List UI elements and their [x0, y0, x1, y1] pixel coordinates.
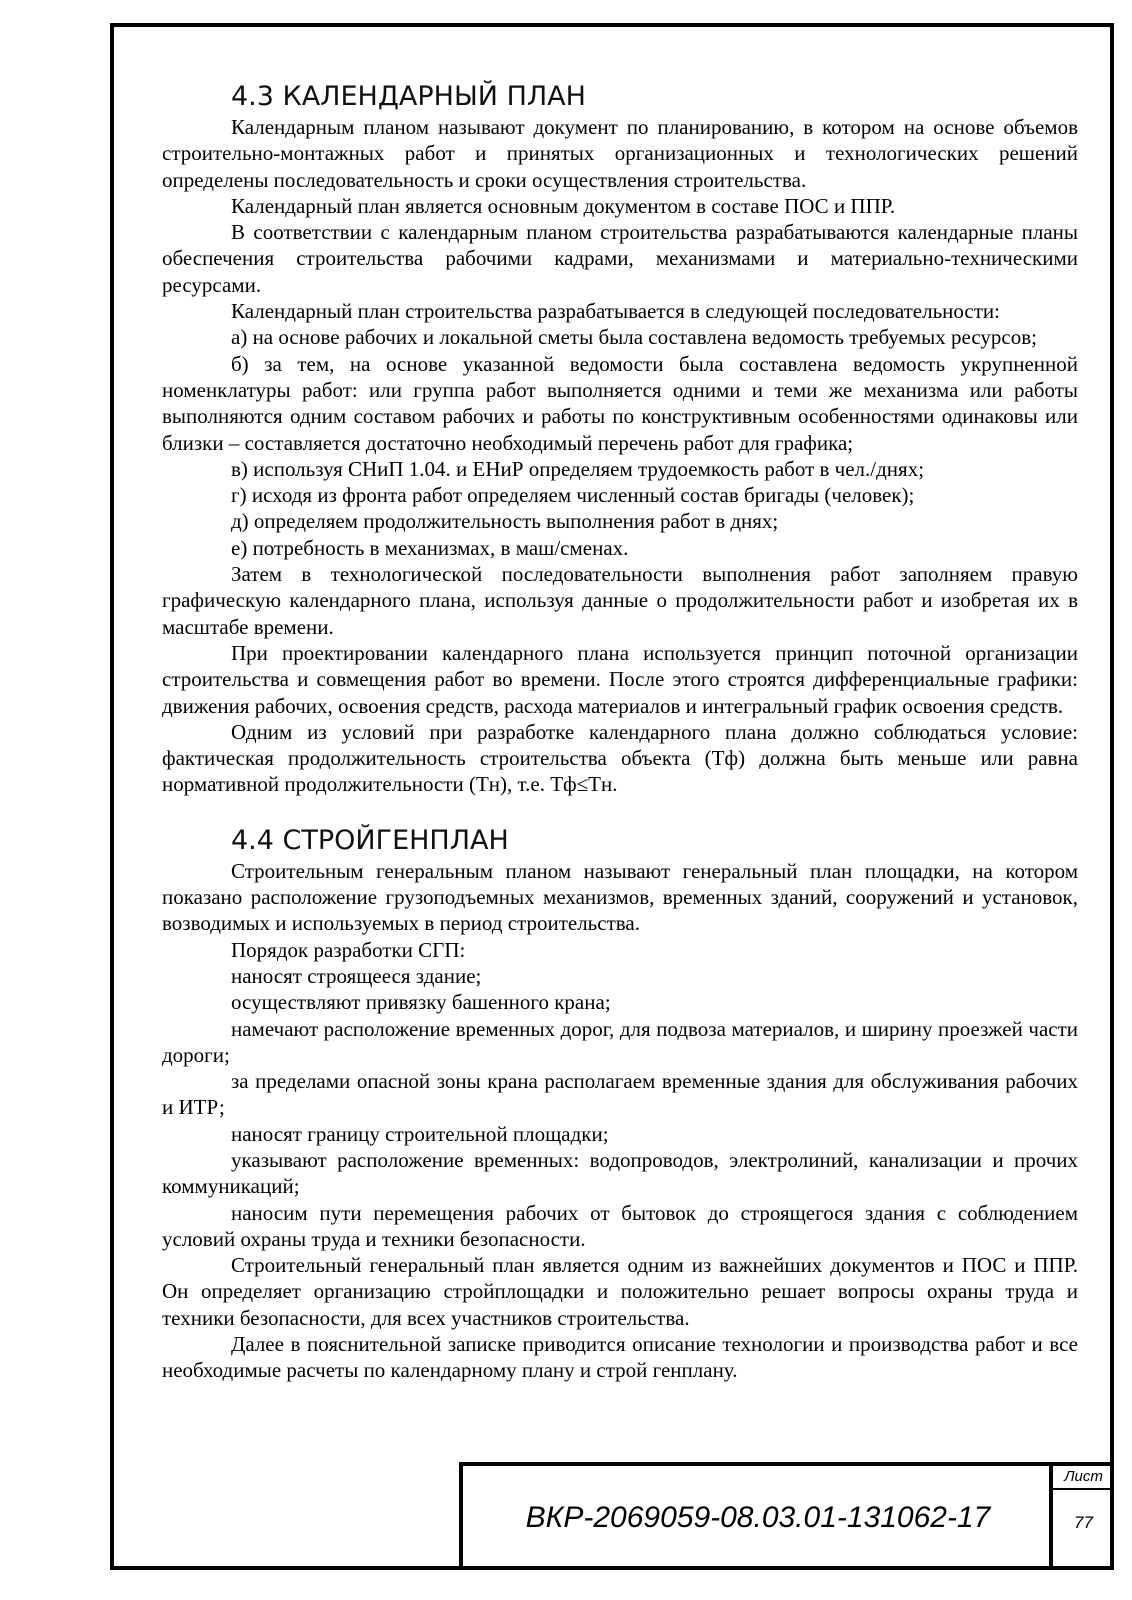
- document-body: [162, 80, 1078, 1384]
- list-item: в) используя СНиП 1.04. и ЕНиР определяем трудоемкость работ в чел./днях;: [231, 456, 925, 481]
- paragraph: Календарным планом называют документ по планированию, в котором на основе объемов строительно-монтажных работ и принятых организационных и технологических решений определены последовательность и сроки осуществления строительства.: [162, 115, 1078, 192]
- list-item: намечают расположение временных дорог, для подвоза материалов, и ширину проезжей части дороги;: [162, 1016, 1078, 1067]
- section-site-plan-text: [162, 858, 1078, 1384]
- paragraph: В соответствии с календарным планом строительства разрабатываются календарные планы обеспечения строительства рабочими кадрами, механизмами и материально-техническими ресурсами.: [162, 220, 1078, 297]
- section-calendar-plan-text: [162, 114, 1078, 798]
- list-item: е) потребность в механизмах, в маш/сменах.: [231, 535, 629, 560]
- list-item: б) за тем, на основе указанной ведомости была составлена ведомость укрупненной номенклатуры работ: или группа работ выполняется одними и теми же механизма или работы выполняются одним составом рабочих и работы по конструктивным особенностями одинаковы или близки – составляется достаточно необходимый перечень работ для графика;: [162, 351, 1078, 455]
- list-item: д) определяем продолжительность выполнения работ в днях;: [231, 509, 779, 534]
- list-item: г) исходя из фронта работ определяем численный состав бригады (человек);: [231, 483, 915, 508]
- paragraph: Строительным генеральным планом называют генеральный план площадки, на котором показано расположение грузоподъемных механизмов, временных зданий, сооружений и установок, возводимых и используемых в период строительства.: [162, 858, 1078, 936]
- paragraph: Одним из условий при разработке календарного плана должно соблюдаться условие: фактическая продолжительность строительства объекта (Тф) должна быть меньше или равна нормативной продолжительности (Тн), т.е. Тф≤Тн.: [162, 719, 1078, 797]
- section-heading-site-plan: 4.4 СТРОЙГЕНПЛАН: [231, 824, 509, 856]
- section-heading-calendar-plan: 4.3 КАЛЕНДАРНЫЙ ПЛАН: [231, 81, 586, 112]
- paragraph: Затем в технологической последовательности выполнения работ заполняем правую графическую календарного плана, используя данные о продолжительности работ и изобретая их в масштабе времени.: [162, 562, 1078, 639]
- list-item: за пределами опасной зоны крана располагаем временные здания для обслуживания рабочих и ИТР;: [162, 1069, 1078, 1120]
- paragraph: Календарный план строительства разрабатывается в следующей последовательности:: [231, 299, 1000, 324]
- list-item: наносят границу строительной площадки;: [231, 1121, 609, 1146]
- title-block-stamp: [459, 1462, 1114, 1570]
- list-item: осуществляют привязку башенного крана;: [231, 990, 611, 1015]
- paragraph: При проектировании календарного плана используется принцип поточной организации строительства и совмещения работ во времени. После этого строятся дифференциальные графики: движения рабочих, освоения средств, расхода материалов и интегральный график освоения средств.: [162, 640, 1078, 718]
- paragraph: Далее в пояснительной записке приводится описание технологии и производства работ и все необходимые расчеты по календарному плану и строй генплану.: [162, 1332, 1078, 1383]
- document-code: ВКР-2069059-08.03.01-131062-17: [525, 1501, 991, 1534]
- sheet-box: [1049, 1462, 1114, 1570]
- paragraph: Календарный план является основным документом в составе ПОС и ППР.: [231, 193, 896, 218]
- sheet-number: 77: [1074, 1513, 1093, 1532]
- list-item: наносим пути перемещения рабочих от бытовок до строящегося здания с соблюдением условий охраны труда и техники безопасности.: [162, 1200, 1078, 1251]
- paragraph: Строительный генеральный план является одним из важнейших документов и ПОС и ППР. Он определяет организацию стройплощадки и положительно решает вопросы охраны труда и техники безопасности, для всех участников строительства.: [162, 1253, 1078, 1330]
- list-item: указывают расположение временных: водопроводов, электролиний, канализации и прочих коммуникаций;: [162, 1147, 1078, 1199]
- list-item: наносят строящееся здание;: [231, 963, 482, 988]
- sheet-label: Лист: [1053, 1462, 1114, 1490]
- paragraph: Порядок разработки СГП:: [231, 937, 466, 962]
- list-item: а) на основе рабочих и локальной сметы была составлена ведомость требуемых ресурсов;: [231, 325, 1037, 350]
